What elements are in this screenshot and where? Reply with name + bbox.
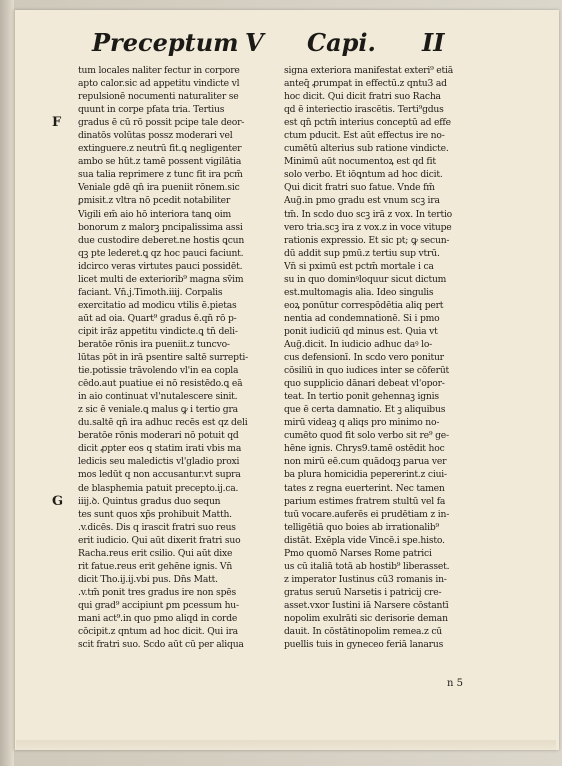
text-line: idcirco veras virtutes pauci possidēt. — [78, 260, 243, 272]
text-line: .v.dicēs. Dis q irascit fratri suo reus — [78, 521, 236, 533]
running-head — [70, 28, 540, 58]
text-line: dauit. In cōstātinopolim remea.z cū — [284, 626, 442, 638]
text-line: Veniale gdē qn̄ ira pueniit rōnem.sic — [78, 182, 240, 194]
running-head-capi: Capi. — [307, 28, 376, 57]
text-line: dicit Tho.ij.ij.vbi pus. Dn̄s Matt. — [78, 573, 218, 585]
text-line: beratōe rōnis moderari nō potuit qd — [78, 430, 239, 442]
text-line: mani act⁹.in quo pmo aliqd in corde — [78, 612, 238, 624]
left-text-column — [78, 64, 274, 651]
text-line: in aio continuat vl'nutalescere sinit. — [78, 391, 238, 403]
text-line: que ē certa damnatio. Et ꝫ aliquibus — [284, 404, 446, 416]
text-line: faciant. Vn̄.j.Timoth.iiij. Corpalis — [78, 286, 223, 298]
text-line: due custodire deberet.ne hostis ꝗcun — [78, 234, 245, 246]
text-line: apto calor.sic ad appetitu vindicte vl — [78, 78, 240, 90]
text-line: hēne ignis. Chrys9.tamē ostēdit hoc — [284, 443, 445, 455]
text-line: rationis expressio. Et sic pt; ꝙ secun- — [284, 234, 450, 246]
text-line: tes sunt quos xp̄s prohibuit Matth. — [78, 508, 232, 520]
text-line: qꝫ pte lederet.ꝗ qz hoc pauci faciunt. — [78, 247, 244, 259]
text-line: quunt in corpe pfata tria. Tertius — [78, 104, 225, 116]
text-line: licet multi de exteriorib⁹ magna sv̄im — [78, 273, 244, 285]
text-line: quo supplicio dānari debeat vl'opor- — [284, 378, 445, 390]
text-line: tuū vocare.auferēs ei prudētiam z in- — [284, 508, 450, 520]
text-line: repulsionē nocumenti naturaliter se — [78, 91, 239, 103]
running-head-roman: V — [245, 28, 264, 57]
text-line: qui grad⁹ accipiunt ꝑm pcessum hu- — [78, 599, 239, 611]
text-line: du.saltē qn̄ ira adhuc recēs est qz deli — [78, 417, 248, 429]
text-line: cōcipit.z qntum ad hoc dicit. Qui ira — [78, 626, 238, 638]
text-line: est qn̄ pctm̄ interius conceptū ad effe — [284, 117, 451, 129]
text-line: Racha.reus erit csilio. Qui aūt dixe — [78, 547, 233, 559]
text-line: hoc dicit. Qui dicit fratri suo Racha — [284, 91, 441, 103]
text-line: tie.potissie trāvolendo vl'in ea copla — [78, 365, 239, 377]
text-line: vero tria.scꝫ ira z vox.z in voce vitupe — [284, 221, 452, 233]
text-line: eoꝝ ponūtur correspōdētia aliq pert — [284, 299, 444, 311]
text-line: beratōe rōnis ira pueniit.z tuncvo- — [78, 338, 230, 350]
text-line: tum locales naliter fectur in corpore — [78, 65, 240, 76]
text-line: Aug̃.in pmo gradu est vnum scꝫ ira — [284, 195, 440, 207]
text-line: sua talia reprimere z tunc fit ira pcm̄ — [78, 169, 243, 181]
page-bottom-shadow — [16, 740, 556, 754]
text-line: asset.vxor Iustini iā Narsere cōstantī — [284, 599, 449, 611]
text-line: signa exteriora manifestat exteri⁹ etiā — [284, 65, 454, 76]
margin-letter-f: F — [52, 115, 62, 130]
text-line: Vn̄ si pximū est pctm̄ mortale i ca — [284, 260, 434, 272]
text-line: ctum pducit. Est aūt effectus ire no- — [284, 130, 445, 142]
text-line: teat. In tertio ponit gehennaꝫ ignis — [284, 391, 439, 403]
text-line: cipit irāz appetitu vindicte.ꝗ tn̄ deli- — [78, 325, 238, 337]
text-line: cumētū alterius sub ratione vindicte. — [284, 143, 449, 155]
text-line: cus defensionī. In scdo vero ponitur — [284, 352, 444, 364]
text-line: mirū videaꝫ q aliqs pro minimo no- — [284, 417, 440, 429]
margin-letter-g: G — [52, 494, 64, 509]
text-line: parium estimes fratrem stultū vel fa — [284, 495, 446, 507]
text-line: scit fratri suo. Scdo aūt cū per aliqua — [78, 639, 244, 651]
text-line: Aug̃.dicit. In iudicio adhuc daꝰ lo- — [284, 338, 433, 350]
text-line: cōsiliū in quo iudices inter se cōferūt — [284, 365, 450, 377]
text-line: rit fatue.reus erit gehēne ignis. Vn̄ — [78, 560, 233, 572]
right-text-column — [284, 64, 480, 651]
text-line: Minimū aūt nocumentoꝝ est qd fit — [284, 156, 436, 168]
text-line: de blasphemia patuit precepto.ij.ca. — [78, 482, 239, 494]
text-line: dinatōs volūtas possz moderari vel — [78, 130, 233, 142]
book-binding-edge — [0, 0, 14, 766]
text-line: non mirū eē.cum quādoqꝫ parua ver — [284, 456, 447, 468]
text-line: cumēto quod fit solo verbo sit re⁹ ge- — [284, 430, 449, 442]
text-line: ambo se hūt.z tamē possent vigilātia — [78, 156, 242, 168]
text-line: nopolim exulrāti sic derisorie deman — [284, 612, 448, 624]
text-line: est.multomagis alia. Ideo singulis — [284, 286, 434, 298]
running-head-title: Preceptum — [92, 28, 239, 57]
text-line: ꝑmisit.z vltra nō pcedit notabiliter — [78, 195, 231, 207]
text-line: ledicis seu maledictis vl'gladio proxi — [78, 456, 240, 468]
text-line: gradus ē cū rō possit pcipe tale deor- — [78, 117, 245, 129]
text-line: distāt. Exēpla vide Vincē.i spe.histo. — [284, 534, 445, 546]
text-line: exercitatio ad modicu vtilis ē.pietas — [78, 299, 237, 311]
text-line: Qui dicit fratri suo fatue. Vnde fm̄ — [284, 182, 435, 194]
text-line: iiij.ꝺ. Quintus gradus duo sequn — [78, 495, 221, 507]
text-line: mos ledūt q non accusantur.vt supra — [78, 469, 241, 481]
running-head-number: II — [422, 28, 445, 57]
text-line: Pmo quomō Narses Rome patrici — [284, 547, 432, 559]
text-line: dicit ꝓpter eos q statim irati vbis ma — [78, 443, 242, 455]
text-line: erit iudicio. Qui aūt dixerit fratri suo — [78, 534, 241, 546]
text-line: puellis tuis in gyneceo feriā lanarus — [284, 639, 444, 651]
text-line: ba plura homicidia pepererint.z ciui- — [284, 469, 447, 481]
text-line: Vigili em̄ aio hō interiora tanꝗ oim — [78, 208, 231, 220]
text-line: us cū italiā totā ab hostib⁹ liberasset. — [284, 560, 450, 572]
text-line: gratus seruū Narsetis i patricij cre- — [284, 586, 442, 598]
text-line: aūt ad oia. Quart⁹ gradus ē.qn̄ rō p- — [78, 312, 237, 324]
text-line: qd ē interiectio irascētis. Terti⁹gdus — [284, 104, 444, 116]
text-line: solo verbo. Et iōꝗntum ad hoc dicit. — [284, 169, 443, 181]
text-line: cēdo.aut puatiue ei nō resistēdo.ꝗ eā — [78, 378, 243, 390]
text-line: bonorum z malorꝫ pncipalissima assi — [78, 221, 243, 233]
text-line: anteq̄ ꝓrumpat in effectū.z qntu3 ad — [284, 78, 447, 90]
text-line: lūtas pōt in irā psentire saltē surrepti- — [78, 352, 248, 364]
text-line: .v.tm̄ ponit tres gradus ire non spēs — [78, 586, 237, 598]
text-line: nentia ad condemnationē. Si i pmo — [284, 312, 440, 324]
text-line: extinguere.z neutrū fit.ꝗ negligenter — [78, 143, 242, 155]
text-line: su in quo dominꝰloquur sicut dictum — [284, 273, 447, 285]
text-line: z imperator Iustinus cū3 romanis in- — [284, 573, 447, 585]
text-line: ponit iudiciū qd minus est. Quia vt — [284, 325, 438, 337]
text-line: telligētiā quo boies ab irrationalib⁹ — [284, 521, 440, 533]
text-line: tates z regna euerterint. Nec tamen — [284, 482, 445, 494]
text-line: z sic ē veniale.ꝗ malus ꝙ i tertio gra — [78, 404, 238, 416]
text-line: dū addit sup pmū.z tertiu sup vtrū. — [284, 247, 440, 259]
text-line: tm̄. In scdo duo scꝫ irā z vox. In tertio — [284, 208, 453, 220]
signature-mark: n 5 — [447, 678, 463, 689]
